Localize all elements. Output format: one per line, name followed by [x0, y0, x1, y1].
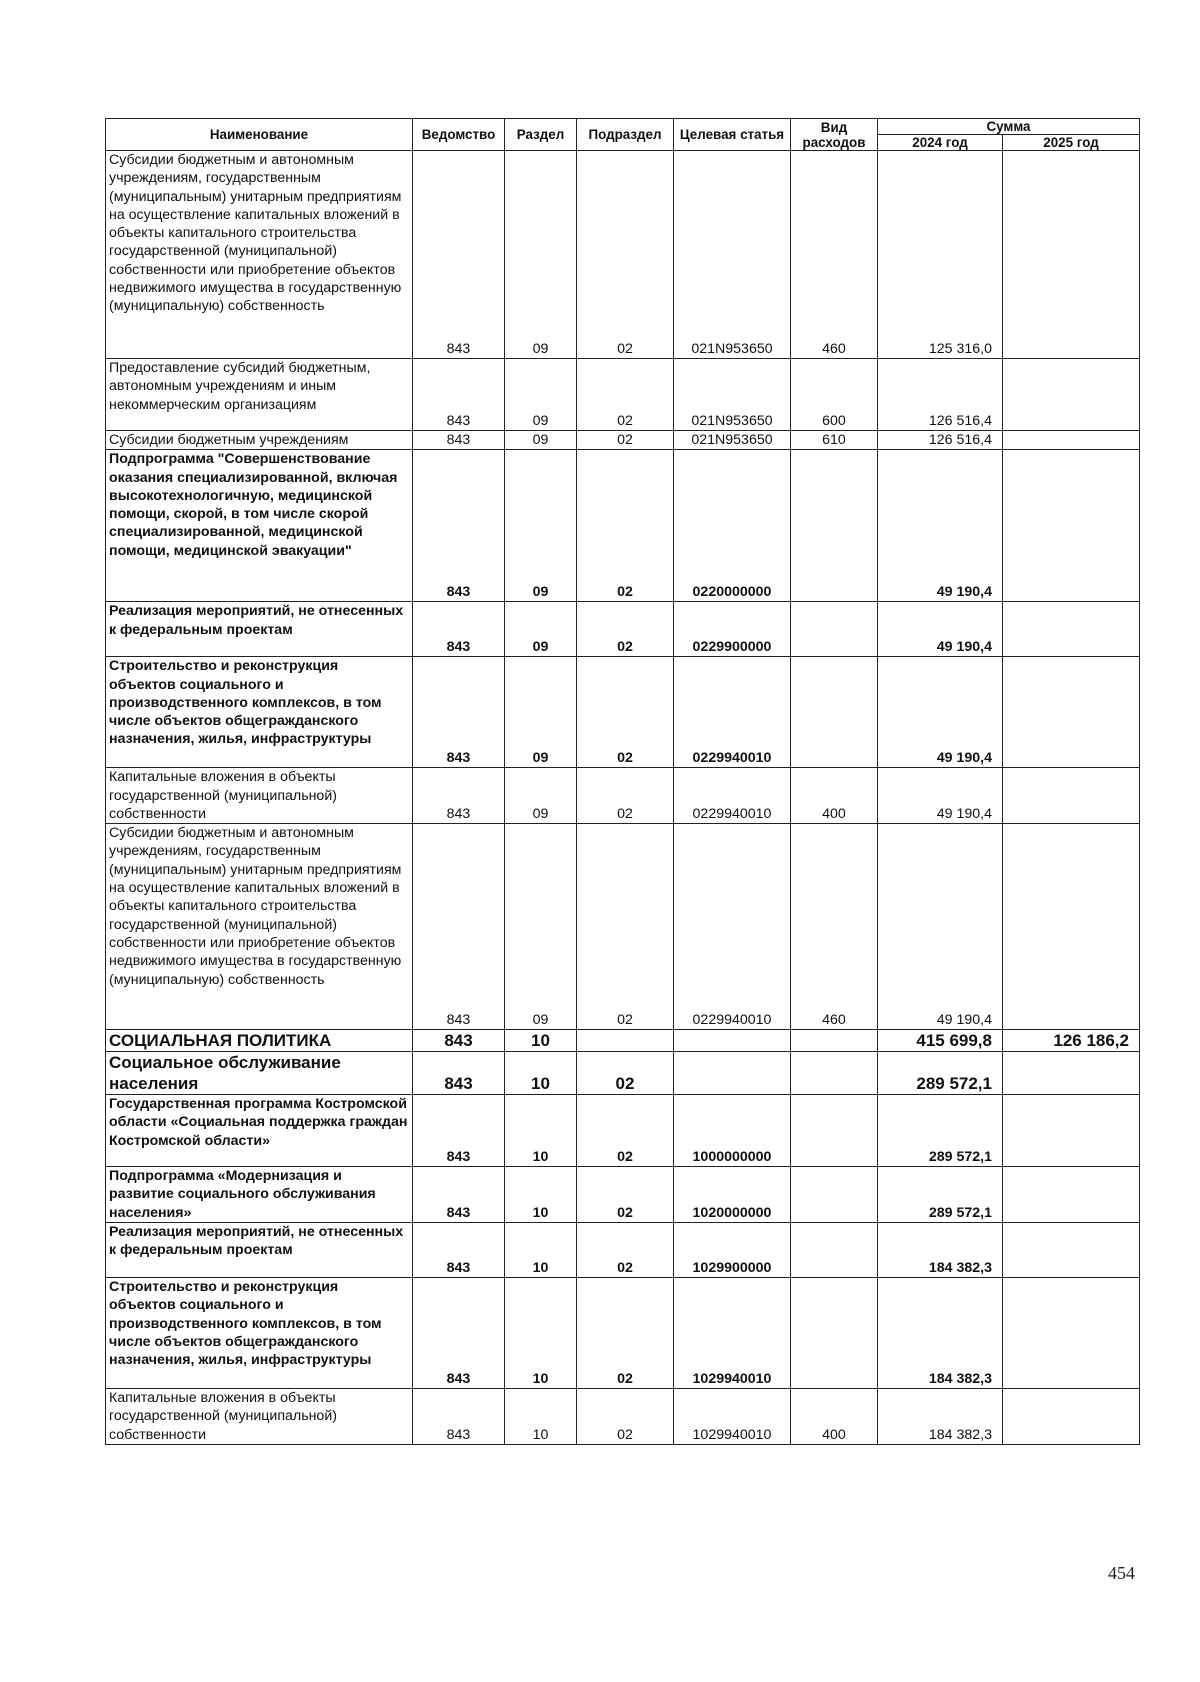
row-sum-2024: 184 382,3	[878, 1389, 1003, 1445]
row-vedomstvo: 843	[413, 602, 505, 657]
row-vedomstvo: 843	[413, 1095, 505, 1167]
row-sum-2024: 125 316,0	[878, 151, 1003, 359]
row-sum-2024: 289 572,1	[878, 1095, 1003, 1167]
row-vedomstvo: 843	[413, 1389, 505, 1445]
table-row	[106, 657, 1140, 768]
table-row	[106, 151, 1140, 359]
row-vid-rashodov	[791, 657, 878, 768]
row-razdel: 09	[505, 151, 577, 359]
row-celevaya-statya: 021N953650	[674, 359, 791, 431]
table-row	[106, 1052, 1140, 1095]
row-sum-2024: 184 382,3	[878, 1278, 1003, 1389]
row-razdel: 10	[505, 1278, 577, 1389]
row-sum-2025	[1003, 151, 1140, 359]
row-vid-rashodov	[791, 450, 878, 602]
row-celevaya-statya: 1029900000	[674, 1223, 791, 1278]
table-row	[106, 768, 1140, 824]
table-row	[106, 359, 1140, 431]
header-year-2025: 2025 год	[1003, 135, 1140, 151]
table-body	[106, 151, 1140, 1445]
row-razdel: 10	[505, 1389, 577, 1445]
row-razdel: 10	[505, 1167, 577, 1223]
table-row	[106, 602, 1140, 657]
row-name: Строительство и реконструкция объектов социального и производственного комплексов, в том числе объектов общегражданского назначения, жилья, инфраструктуры	[106, 657, 413, 768]
row-sum-2025	[1003, 824, 1140, 1030]
row-sum-2024: 415 699,8	[878, 1030, 1003, 1052]
row-vid-rashodov	[791, 602, 878, 657]
row-sum-2025	[1003, 1052, 1140, 1095]
row-sum-2025	[1003, 768, 1140, 824]
row-vedomstvo: 843	[413, 824, 505, 1030]
row-sum-2024: 184 382,3	[878, 1223, 1003, 1278]
row-sum-2025	[1003, 1389, 1140, 1445]
row-sum-2025	[1003, 450, 1140, 602]
row-name: Капитальные вложения в объекты государственной (муниципальной) собственности	[106, 1389, 413, 1445]
header-podrazdel: Подраздел	[577, 119, 674, 151]
header-name: Наименование	[106, 119, 413, 151]
row-razdel: 09	[505, 824, 577, 1030]
row-podrazdel: 02	[577, 768, 674, 824]
table-row	[106, 824, 1140, 1030]
row-celevaya-statya: 1000000000	[674, 1095, 791, 1167]
row-sum-2025: 126 186,2	[1003, 1030, 1140, 1052]
header-razdel: Раздел	[505, 119, 577, 151]
row-vedomstvo: 843	[413, 657, 505, 768]
row-podrazdel: 02	[577, 1167, 674, 1223]
row-sum-2024: 49 190,4	[878, 768, 1003, 824]
row-sum-2024: 126 516,4	[878, 359, 1003, 431]
row-sum-2024: 49 190,4	[878, 602, 1003, 657]
row-celevaya-statya: 1029940010	[674, 1278, 791, 1389]
row-sum-2025	[1003, 1278, 1140, 1389]
table-row	[106, 1223, 1140, 1278]
row-name: Субсидии бюджетным учреждениям	[106, 431, 413, 450]
row-name: Реализация мероприятий, не отнесенных к федеральным проектам	[106, 1223, 413, 1278]
row-sum-2024: 49 190,4	[878, 824, 1003, 1030]
row-vid-rashodov	[791, 1052, 878, 1095]
row-podrazdel: 02	[577, 431, 674, 450]
table-row	[106, 431, 1140, 450]
row-podrazdel: 02	[577, 824, 674, 1030]
row-razdel: 10	[505, 1223, 577, 1278]
row-vedomstvo: 843	[413, 1167, 505, 1223]
row-razdel: 09	[505, 657, 577, 768]
row-sum-2025	[1003, 1223, 1140, 1278]
row-sum-2024: 49 190,4	[878, 450, 1003, 602]
row-vid-rashodov	[791, 1095, 878, 1167]
row-sum-2024: 49 190,4	[878, 657, 1003, 768]
page-number: 454	[1108, 1563, 1135, 1583]
header-vid: Вид расходов	[791, 119, 878, 151]
row-razdel: 10	[505, 1095, 577, 1167]
row-vid-rashodov	[791, 1030, 878, 1052]
row-vid-rashodov: 400	[791, 768, 878, 824]
row-name: Подпрограмма "Совершенствование оказания специализированной, включая высокотехнологичную, медицинской помощи, скорой, в том числе скорой специализированной, медицинской помощи, медицинской эвакуации"	[106, 450, 413, 602]
row-name: Реализация мероприятий, не отнесенных к федеральным проектам	[106, 602, 413, 657]
row-razdel: 10	[505, 1052, 577, 1095]
row-celevaya-statya: 1020000000	[674, 1167, 791, 1223]
row-sum-2024: 289 572,1	[878, 1167, 1003, 1223]
row-podrazdel: 02	[577, 602, 674, 657]
table-row	[106, 1278, 1140, 1389]
row-sum-2025	[1003, 602, 1140, 657]
row-vedomstvo: 843	[413, 431, 505, 450]
table-row	[106, 1167, 1140, 1223]
row-sum-2024: 289 572,1	[878, 1052, 1003, 1095]
table-row	[106, 1389, 1140, 1445]
row-vid-rashodov	[791, 1278, 878, 1389]
row-podrazdel: 02	[577, 450, 674, 602]
row-celevaya-statya: 021N953650	[674, 151, 791, 359]
header-vedomstvo: Ведомство	[413, 119, 505, 151]
row-vedomstvo: 843	[413, 1223, 505, 1278]
row-razdel: 09	[505, 359, 577, 431]
row-vid-rashodov: 600	[791, 359, 878, 431]
row-podrazdel: 02	[577, 1223, 674, 1278]
row-vid-rashodov	[791, 1167, 878, 1223]
row-celevaya-statya: 021N953650	[674, 431, 791, 450]
row-podrazdel: 02	[577, 1389, 674, 1445]
row-celevaya-statya: 0229940010	[674, 657, 791, 768]
row-podrazdel: 02	[577, 1095, 674, 1167]
budget-table	[105, 118, 1140, 1445]
row-sum-2025	[1003, 1167, 1140, 1223]
row-sum-2025	[1003, 431, 1140, 450]
row-name: Подпрограмма «Модернизация и развитие социального обслуживания населения»	[106, 1167, 413, 1223]
row-sum-2025	[1003, 359, 1140, 431]
row-razdel: 09	[505, 450, 577, 602]
row-razdel: 09	[505, 768, 577, 824]
row-celevaya-statya	[674, 1030, 791, 1052]
row-celevaya-statya: 0220000000	[674, 450, 791, 602]
row-celevaya-statya: 0229940010	[674, 768, 791, 824]
table-row	[106, 1095, 1140, 1167]
row-podrazdel: 02	[577, 359, 674, 431]
row-vedomstvo: 843	[413, 1278, 505, 1389]
header-summa: Сумма	[878, 119, 1140, 135]
row-podrazdel: 02	[577, 657, 674, 768]
row-celevaya-statya	[674, 1052, 791, 1095]
row-sum-2024: 126 516,4	[878, 431, 1003, 450]
row-vid-rashodov: 400	[791, 1389, 878, 1445]
header-celevaya: Целевая статья	[674, 119, 791, 151]
header-year-2024: 2024 год	[878, 135, 1003, 151]
row-podrazdel: 02	[577, 1278, 674, 1389]
row-razdel: 10	[505, 1030, 577, 1052]
row-razdel: 09	[505, 602, 577, 657]
row-vedomstvo: 843	[413, 768, 505, 824]
row-podrazdel	[577, 1030, 674, 1052]
row-name: Субсидии бюджетным и автономным учреждениям, государственным (муниципальным) унитарным предприятиям на осуществление капитальных вложений в объекты капитального строительства государственной (муниципальной) собственности или приобретение объектов недвижимого имущества в государственную (муниципальную) собственность	[106, 151, 413, 359]
row-name: Строительство и реконструкция объектов социального и производственного комплексов, в том числе объектов общегражданского назначения, жилья, инфраструктуры	[106, 1278, 413, 1389]
row-name: Государственная программа Костромской области «Социальная поддержка граждан Костромской области»	[106, 1095, 413, 1167]
row-sum-2025	[1003, 1095, 1140, 1167]
row-vedomstvo: 843	[413, 1052, 505, 1095]
row-celevaya-statya: 0229940010	[674, 824, 791, 1030]
table-row	[106, 1030, 1140, 1052]
row-vedomstvo: 843	[413, 359, 505, 431]
row-vedomstvo: 843	[413, 151, 505, 359]
row-vedomstvo: 843	[413, 1030, 505, 1052]
row-name: Предоставление субсидий бюджетным, автономным учреждениям и иным некоммерческим организациям	[106, 359, 413, 431]
row-podrazdel: 02	[577, 1052, 674, 1095]
row-vid-rashodov: 460	[791, 824, 878, 1030]
row-name: СОЦИАЛЬНАЯ ПОЛИТИКА	[106, 1030, 413, 1052]
row-name: Субсидии бюджетным и автономным учреждениям, государственным (муниципальным) унитарным предприятиям на осуществление капитальных вложений в объекты капитального строительства государственной (муниципальной) собственности или приобретение объектов недвижимого имущества в государственную (муниципальную) собственность	[106, 824, 413, 1030]
row-name: Социальное обслуживание населения	[106, 1052, 413, 1095]
row-vedomstvo: 843	[413, 450, 505, 602]
table-row	[106, 450, 1140, 602]
row-podrazdel: 02	[577, 151, 674, 359]
row-celevaya-statya: 0229900000	[674, 602, 791, 657]
row-name: Капитальные вложения в объекты государственной (муниципальной) собственности	[106, 768, 413, 824]
row-razdel: 09	[505, 431, 577, 450]
row-celevaya-statya: 1029940010	[674, 1389, 791, 1445]
row-vid-rashodov: 610	[791, 431, 878, 450]
row-vid-rashodov	[791, 1223, 878, 1278]
row-sum-2025	[1003, 657, 1140, 768]
row-vid-rashodov: 460	[791, 151, 878, 359]
